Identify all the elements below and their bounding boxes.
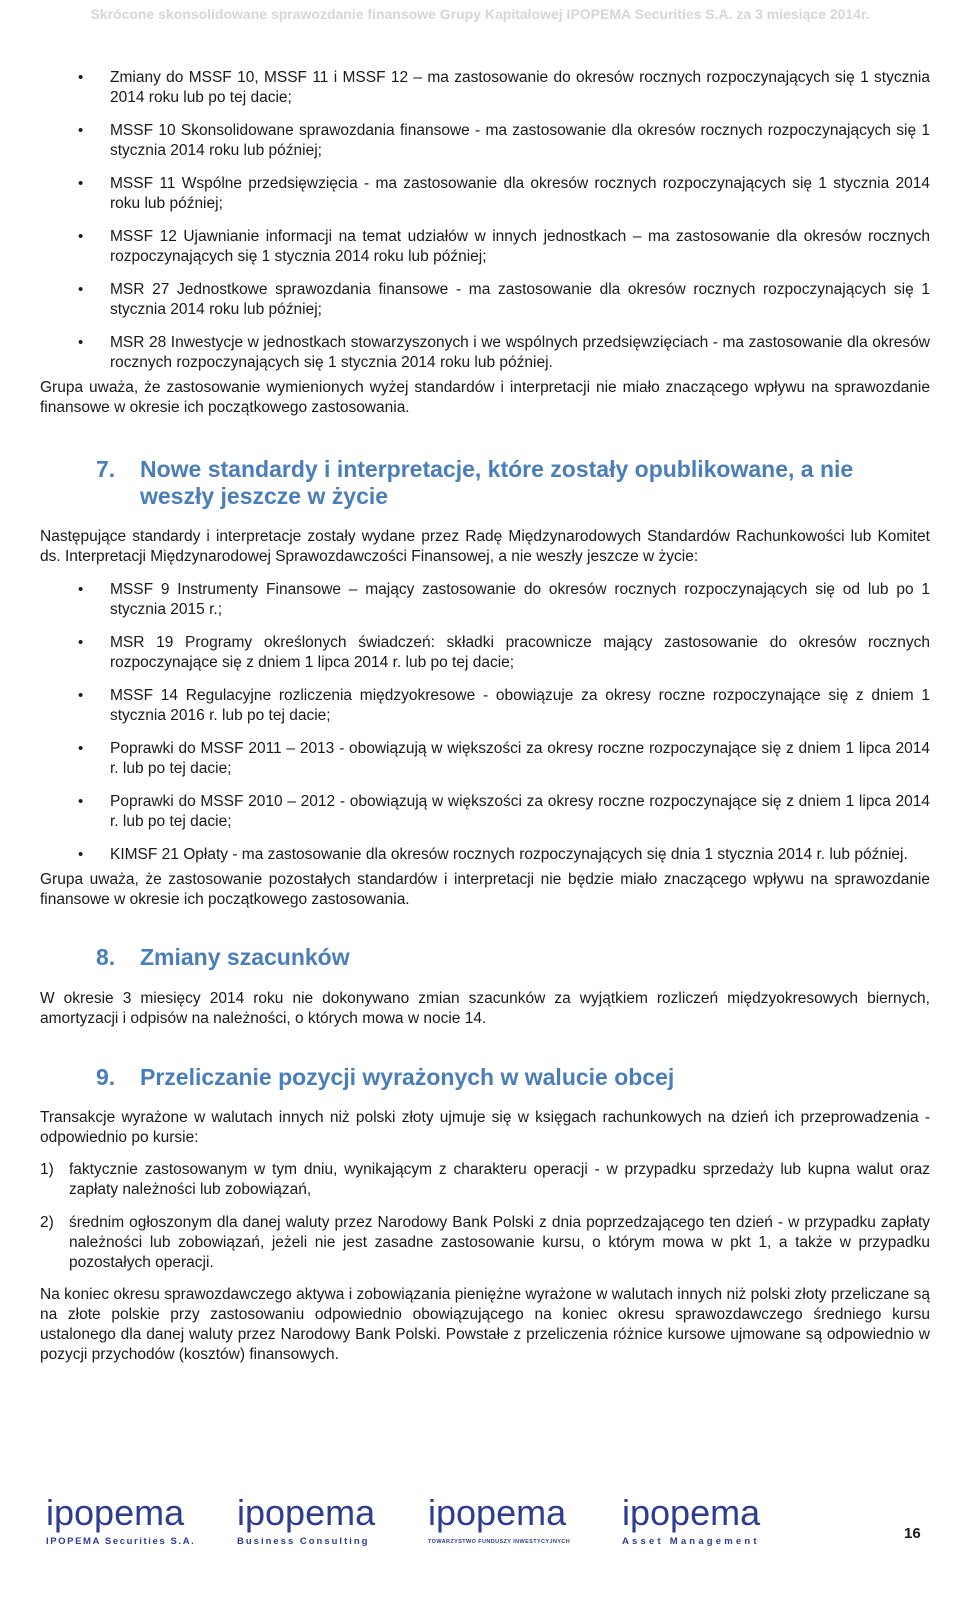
logo-word: ipopema [237, 1492, 376, 1533]
section-title: Zmiany szacunków [140, 944, 350, 970]
logo-subtitle: TOWARZYSTWO FUNDUSZY INWESTYCYJNYCH [428, 1539, 571, 1545]
list-item: • Zmiany do MSSF 10, MSSF 11 i MSSF 12 – ma zastosowanie do okresów rocznych rozpoczynających się 1 stycznia 2014 roku lub po tej dacie; [40, 68, 930, 108]
list-item: • MSR 27 Jednostkowe sprawozdania finansowe - ma zastosowanie dla okresów rocznych rozpoczynających się 1 stycznia 2014 roku lub później; [40, 280, 930, 320]
paragraph-impact-summary: Grupa uważa, że zastosowanie wymienionych wyżej standardów i interpretacji nie miało znaczącego wpływu na sprawozdanie finansowe w okresie ich początkowego zastosowania. [40, 379, 930, 416]
item-number: 2) [40, 1214, 54, 1231]
ipopema-securities-logo [46, 1494, 216, 1554]
logo-subtitle: IPOPEMA Securities S.A. [46, 1536, 196, 1547]
standards-list-effective [40, 68, 930, 373]
ipopema-asset-management-logo [622, 1494, 792, 1554]
section-8-heading [40, 944, 930, 971]
standards-list-not-effective [40, 580, 930, 865]
page-number: 16 [904, 1525, 921, 1542]
footer-logos [0, 1494, 960, 1564]
section-title: Nowe standardy i interpretacje, które zostały opublikowane, a nie weszły jeszcze w życie [140, 456, 854, 509]
ipopema-tfi-logo [428, 1494, 598, 1554]
list-item: • MSR 28 Inwestycje w jednostkach stowarzyszonych i we wspólnych przedsięwzięciach - ma zastosowanie dla okresów rocznych rozpoczynających się 1 stycznia 2014 roku lub później. [40, 333, 930, 373]
list-item: • MSR 19 Programy określonych świadczeń: składki pracownicze mający zastosowanie do okresów rocznych rozpoczynające się z dniem 1 lipca 2014 r. lub po tej dacie; [40, 633, 930, 673]
list-item: • MSSF 9 Instrumenty Finansowe – mający zastosowanie do okresów rocznych rozpoczynających się od lub po 1 stycznia 2015 r.; [40, 580, 930, 620]
section-number: 7. [96, 456, 116, 482]
item-number: 1) [40, 1161, 54, 1178]
list-item: • MSSF 11 Wspólne przedsięwzięcia - ma zastosowanie dla okresów rocznych rozpoczynających się 1 stycznia 2014 roku lub później; [40, 174, 930, 214]
logo-subtitle: Asset Management [622, 1536, 760, 1547]
logo-word: ipopema [46, 1492, 185, 1533]
section-8-text: W okresie 3 miesięcy 2014 roku nie dokonywano zmian szacunków za wyjątkiem rozliczeń międzyokresowych biernych, amortyzacji i odpisów na należności, o których mowa w nocie 14. [40, 990, 930, 1027]
section-number: 8. [96, 944, 116, 970]
section-9-outro: Na koniec okresu sprawozdawczego aktywa i zobowiązania pieniężne wyrażone w walutach innych niż polski złoty przeliczane są na złote polskie przy zastosowaniu odpowiednio obowiązującego na koniec okresu sprawozdawczego średniego kursu ustalonego dla danej waluty przez Narodowy Bank Polski. Powstałe z przeliczenia różnice kursowe ujmowane są odpowiednio w pozycji przychodów (kosztów) finansowych. [40, 1286, 930, 1363]
item-text: faktycznie zastosowanym w tym dniu, wynikającym z charakteru operacji - w przypadku sprzedaży lub kupna walut oraz zapłaty należności lub zobowiązań, [69, 1161, 930, 1198]
page-header: Skrócone skonsolidowane sprawozdanie finansowe Grupy Kapitałowej IPOPEMA Securities S.A. za 3 miesiące 2014r. [90, 6, 870, 22]
section-7-intro: Następujące standardy i interpretacje zostały wydane przez Radę Międzynarodowych Standardów Rachunkowości lub Komitet ds. Interpretacji Międzynarodowej Sprawozdawczości Finansowej, a nie weszły jeszcze w życie: [40, 528, 930, 565]
logo-subtitle: Business Consulting [237, 1536, 370, 1547]
document-body [40, 68, 930, 1365]
section-7-outro: Grupa uważa, że zastosowanie pozostałych standardów i interpretacji nie będzie miało znaczącego wpływu na sprawozdanie finansowe w okresie ich początkowego zastosowania. [40, 871, 930, 908]
list-item: • MSSF 10 Skonsolidowane sprawozdania finansowe - ma zastosowanie dla okresów rocznych rozpoczynających się 1 stycznia 2014 roku lub później; [40, 121, 930, 161]
list-item: • MSSF 14 Regulacyjne rozliczenia międzyokresowe - obowiązuje za okresy roczne rozpoczynające się z dniem 1 stycznia 2016 r. lub po tej dacie; [40, 686, 930, 726]
list-item: • MSSF 12 Ujawnianie informacji na temat udziałów w innych jednostkach – ma zastosowanie dla okresów rocznych rozpoczynających się 1 stycznia 2014 roku lub później; [40, 227, 930, 267]
list-item [40, 1213, 930, 1273]
section-7-heading [40, 456, 930, 510]
section-title: Przeliczanie pozycji wyrażonych w walucie obcej [140, 1064, 675, 1090]
logo-word: ipopema [428, 1492, 567, 1533]
item-text: średnim ogłoszonym dla danej waluty przez Narodowy Bank Polski z dnia poprzedzającego ten dzień - w przypadku zapłaty należności lub zobowiązań, jeżeli nie jest zasadne zastosowanie kursu, o którym mowa w pkt 1, a także w przypadku pozostałych operacji. [69, 1214, 930, 1271]
logo-word: ipopema [622, 1492, 761, 1533]
list-item [40, 1160, 930, 1200]
list-item: • Poprawki do MSSF 2011 – 2013 - obowiązują w większości za okresy roczne rozpoczynające się z dniem 1 lipca 2014 r. lub po tej dacie; [40, 739, 930, 779]
section-9-intro: Transakcje wyrażone w walutach innych niż polski złoty ujmuje się w księgach rachunkowych na dzień ich przeprowadzenia - odpowiednio po kursie: [40, 1109, 930, 1146]
exchange-rate-list [40, 1160, 930, 1273]
list-item: • Poprawki do MSSF 2010 – 2012 - obowiązują w większości za okresy roczne rozpoczynające się z dniem 1 lipca 2014 r. lub po tej dacie; [40, 792, 930, 832]
section-number: 9. [96, 1064, 116, 1090]
ipopema-business-consulting-logo [237, 1494, 407, 1554]
section-9-heading [40, 1064, 930, 1091]
list-item: • KIMSF 21 Opłaty - ma zastosowanie dla okresów rocznych rozpoczynających się dnia 1 stycznia 2014 r. lub później. [40, 845, 930, 865]
